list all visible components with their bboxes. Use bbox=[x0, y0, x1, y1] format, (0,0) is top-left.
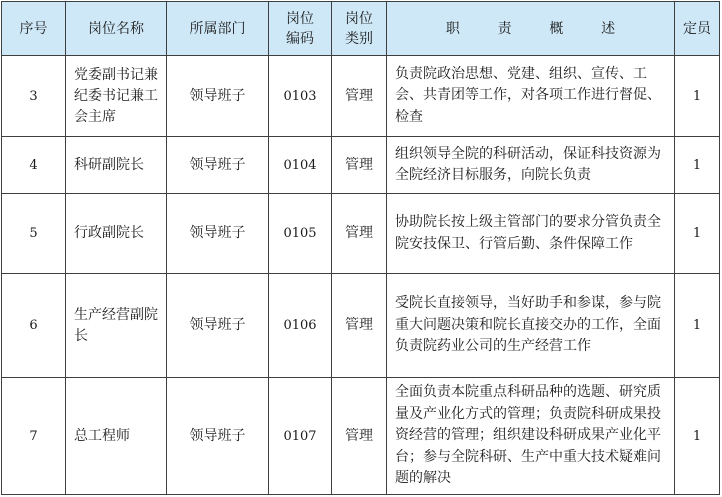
cell-type: 管理 bbox=[332, 56, 387, 137]
cell-duty: 协助院长按上级主管部门的要求分管负责全院安技保卫、行管后勤、条件保障工作 bbox=[387, 194, 675, 274]
header-dept: 所属部门 bbox=[167, 2, 269, 56]
cell-duty: 负责院政治思想、党建、组织、宣传、工会、共青团等工作，对各项工作进行督促、检查 bbox=[387, 56, 675, 137]
cell-quota: 1 bbox=[675, 378, 720, 495]
header-type-line2: 类别 bbox=[345, 30, 373, 47]
cell-quota: 1 bbox=[675, 274, 720, 378]
header-no: 序号 bbox=[2, 2, 66, 56]
cell-dept: 领导班子 bbox=[167, 378, 269, 495]
cell-dept: 领导班子 bbox=[167, 137, 269, 194]
cell-name: 党委副书记兼纪委书记兼工会主席 bbox=[66, 56, 167, 137]
cell-duty: 全面负责本院重点科研品种的选题、研究质量及产业化方式的管理；负责院科研成果投资经营的管理；组织建设科研成果产业化平台；参与全院科研、生产中重大技术疑难问题的解决 bbox=[387, 378, 675, 495]
cell-no: 7 bbox=[2, 378, 66, 495]
cell-name: 行政副院长 bbox=[66, 194, 167, 274]
cell-name: 总工程师 bbox=[66, 378, 167, 495]
cell-type: 管理 bbox=[332, 194, 387, 274]
header-code bbox=[269, 2, 332, 56]
header-duty-char: 责 bbox=[497, 20, 512, 37]
cell-quota: 1 bbox=[675, 137, 720, 194]
cell-quota: 1 bbox=[675, 56, 720, 137]
cell-quota: 1 bbox=[675, 194, 720, 274]
cell-type: 管理 bbox=[332, 274, 387, 378]
table-row bbox=[2, 378, 720, 495]
cell-dept: 领导班子 bbox=[167, 194, 269, 274]
cell-code: 0104 bbox=[269, 137, 332, 194]
table-row bbox=[2, 194, 720, 274]
cell-type: 管理 bbox=[332, 137, 387, 194]
header-code-line1: 岗位 bbox=[286, 10, 314, 27]
header-duty-char: 述 bbox=[601, 20, 616, 37]
header-code-line2: 编码 bbox=[286, 30, 314, 47]
cell-dept: 领导班子 bbox=[167, 56, 269, 137]
header-row bbox=[2, 2, 720, 56]
cell-duty: 受院长直接领导，当好助手和参谋，参与院重大问题决策和院长直接交办的工作，全面负责院药业公司的生产经营工作 bbox=[387, 274, 675, 378]
cell-type: 管理 bbox=[332, 378, 387, 495]
table-row bbox=[2, 274, 720, 378]
position-table bbox=[1, 1, 720, 495]
header-quota: 定员 bbox=[675, 2, 720, 56]
cell-name: 科研副院长 bbox=[66, 137, 167, 194]
cell-dept: 领导班子 bbox=[167, 274, 269, 378]
cell-no: 5 bbox=[2, 194, 66, 274]
header-duty bbox=[387, 2, 675, 56]
cell-code: 0106 bbox=[269, 274, 332, 378]
header-type-line1: 岗位 bbox=[345, 10, 373, 27]
cell-no: 3 bbox=[2, 56, 66, 137]
cell-code: 0105 bbox=[269, 194, 332, 274]
cell-code: 0103 bbox=[269, 56, 332, 137]
header-duty-char: 概 bbox=[549, 20, 564, 37]
cell-code: 0107 bbox=[269, 378, 332, 495]
cell-no: 4 bbox=[2, 137, 66, 194]
cell-duty: 组织领导全院的科研活动，保证科技资源为全院经济目标服务，向院长负责 bbox=[387, 137, 675, 194]
cell-name: 生产经营副院长 bbox=[66, 274, 167, 378]
header-name: 岗位名称 bbox=[66, 2, 167, 56]
table-row bbox=[2, 56, 720, 137]
cell-no: 6 bbox=[2, 274, 66, 378]
table-row bbox=[2, 137, 720, 194]
header-duty-char: 职 bbox=[445, 20, 460, 37]
header-type bbox=[332, 2, 387, 56]
